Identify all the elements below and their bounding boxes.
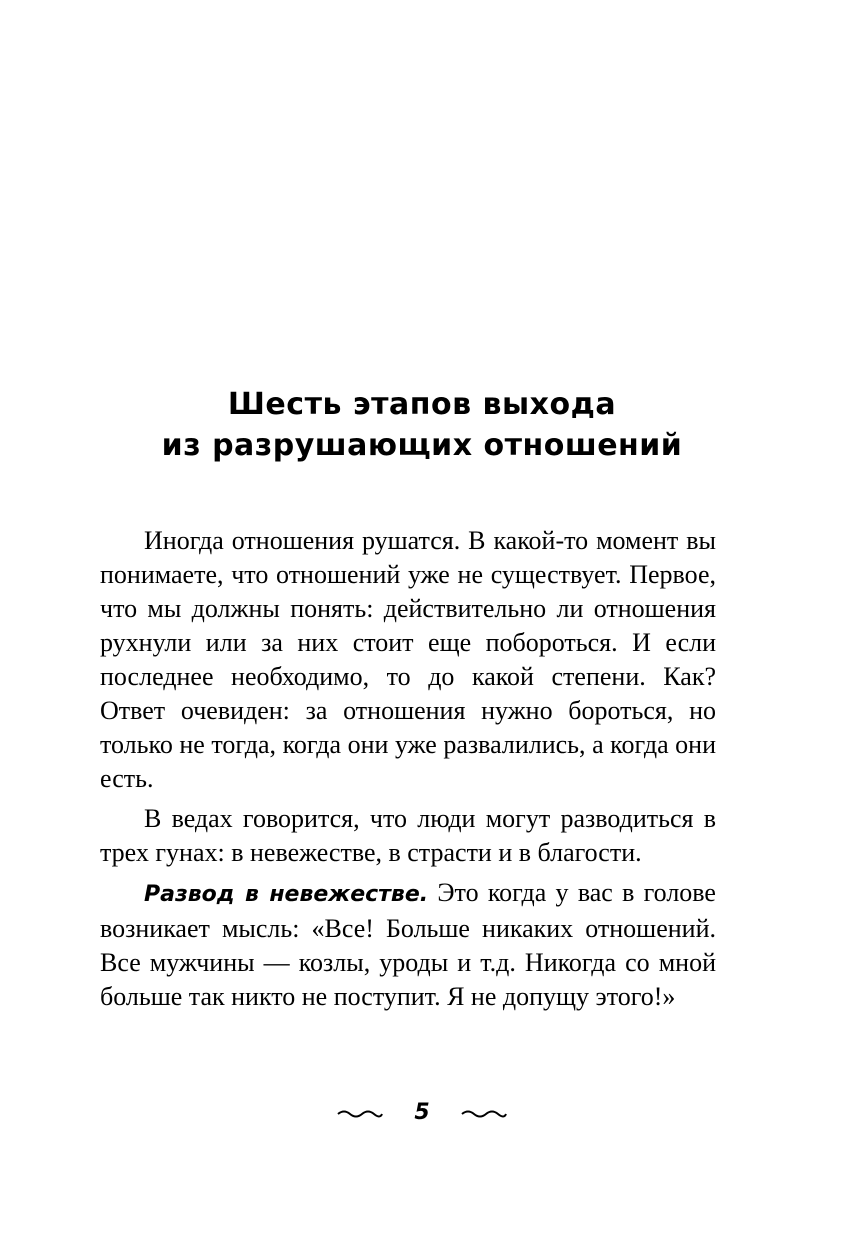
chapter-title <box>0 384 844 466</box>
wave-ornament-right-icon <box>460 1106 508 1120</box>
page-footer <box>0 1100 844 1125</box>
paragraph-3-lead: Развод в невежестве. <box>144 882 429 907</box>
chapter-title-line-1: Шесть этапов выхода <box>227 387 617 422</box>
paragraph-3 <box>100 876 716 1014</box>
body-text <box>100 524 716 1020</box>
paragraph-2: В ведах говорится, что люди могут разводиться в трех гунах: в невежестве, в страсти и в благости. <box>100 804 716 867</box>
chapter-title-line-2: из разрушающих отношений <box>161 428 683 463</box>
wave-ornament-left-icon <box>336 1106 384 1120</box>
paragraph-1: Иногда отношения рушатся. В какой-то момент вы понимаете, что отношений уже не существует. Первое, что мы должны понять: действительно ли отношения рухнули или за них стоит еще побороться. И если последнее необходимо, то до какой степени. Как? Ответ очевиден: за отношения нужно бороться, но только не тогда, когда они уже развалились, а когда они есть. <box>100 526 716 793</box>
paragraph-3-text: Это когда у вас в голове возникает мысль: «Все! Больше никаких отношений. Все мужчины — козлы, уроды и т.д. Никогда со мной больше так никто не поступит. Я не допущу этого!» <box>100 878 716 1011</box>
page-number: 5 <box>414 1100 430 1125</box>
